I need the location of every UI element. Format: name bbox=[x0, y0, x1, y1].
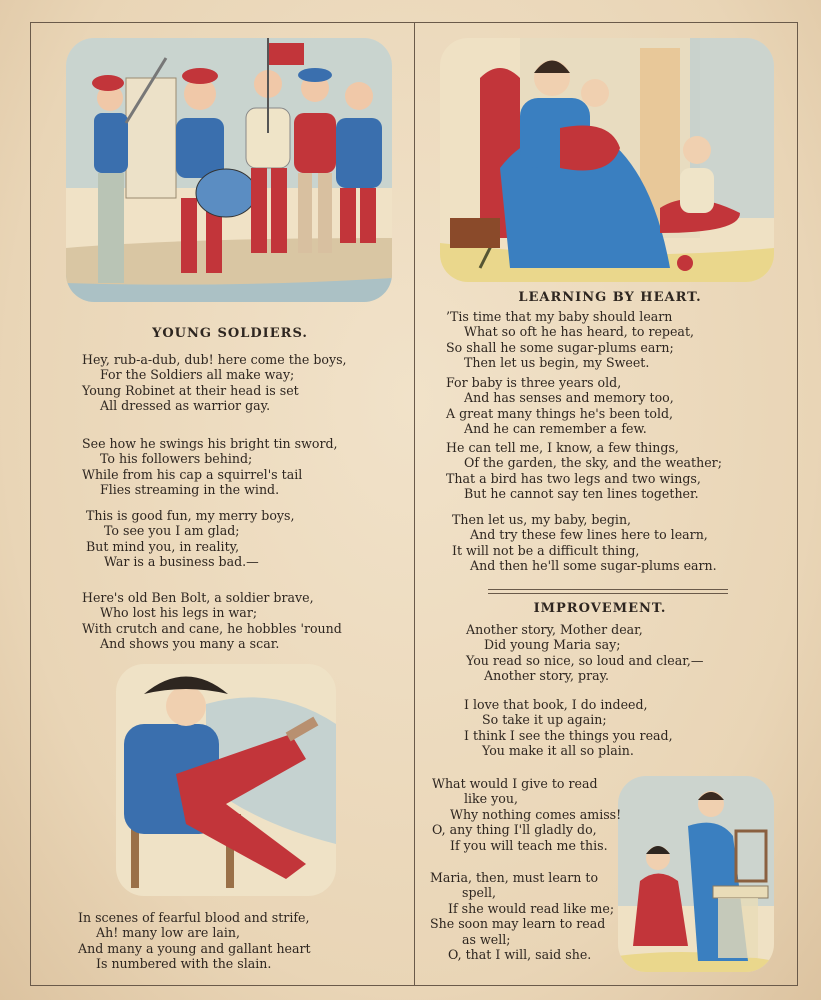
poem-line: Ah! many low are lain, bbox=[96, 925, 241, 941]
improvement-title: IMPROVEMENT. bbox=[533, 601, 667, 616]
right-stanza-4 bbox=[452, 512, 717, 574]
poem-line: Another story, pray. bbox=[484, 668, 610, 684]
left-stanza-4 bbox=[82, 590, 342, 652]
poem-line: For baby is three years old, bbox=[446, 375, 622, 390]
right-stanza-5 bbox=[466, 622, 703, 684]
poem-line: as well; bbox=[462, 931, 511, 947]
poem-line: Who lost his legs in war; bbox=[100, 605, 258, 621]
poem-line: Here's old Ben Bolt, a soldier brave, bbox=[82, 590, 314, 605]
poem-line: While from his cap a squirrel's tail bbox=[82, 466, 303, 482]
poem-line: Maria, then, must learn to bbox=[430, 870, 599, 885]
right-stanza-6 bbox=[464, 697, 673, 759]
poem-line: Young Robinet at their head is set bbox=[82, 382, 299, 398]
poem-line: And he can remember a few. bbox=[464, 421, 647, 437]
right-stanza-7 bbox=[432, 776, 621, 853]
poem-line: And shows you many a scar. bbox=[100, 636, 280, 652]
poem-line: And try these few lines here to learn, bbox=[470, 527, 708, 543]
poem-line: And has senses and memory too, bbox=[464, 390, 674, 406]
poem-line: Flies streaming in the wind. bbox=[100, 482, 280, 498]
poem-line: But mind you, in reality, bbox=[86, 538, 240, 554]
poem-line: spell, bbox=[462, 885, 497, 901]
left-stanza-2 bbox=[82, 436, 338, 498]
poem-line: Did young Maria say; bbox=[484, 637, 621, 653]
poem-line: This is good fun, my merry boys, bbox=[86, 508, 295, 523]
poem-line: But he cannot say ten lines together. bbox=[464, 486, 699, 502]
poem-line: For the Soldiers all make way; bbox=[100, 367, 295, 383]
poem-line: It will not be a difficult thing, bbox=[452, 542, 640, 558]
poem-line: Hey, rub-a-dub, dub! here come the boys, bbox=[82, 352, 347, 367]
poem-line: War is a business bad.— bbox=[104, 554, 259, 570]
poem-line: Then let us begin, my Sweet. bbox=[464, 355, 650, 371]
poem-line: And then he'll some sugar-plums earn. bbox=[470, 558, 717, 574]
poem-line: Of the garden, the sky, and the weather; bbox=[464, 455, 722, 471]
section-rule bbox=[488, 589, 728, 594]
poem-line: A great many things he's been told, bbox=[446, 405, 674, 421]
poem-line: Another story, Mother dear, bbox=[466, 622, 643, 637]
poem-line: With crutch and cane, he hobbles 'round bbox=[82, 620, 342, 636]
left-stanza-3 bbox=[86, 508, 295, 570]
poem-line: What would I give to read bbox=[432, 776, 598, 791]
learning-by-heart-title: LEARNING BY HEART. bbox=[518, 290, 702, 305]
right-stanza-3 bbox=[446, 440, 722, 502]
poem-line: Is numbered with the slain. bbox=[96, 956, 272, 972]
poem-line: like you, bbox=[464, 791, 518, 807]
mother-and-daughter-illustration bbox=[618, 776, 774, 972]
poem-line: I love that book, I do indeed, bbox=[464, 697, 648, 712]
poem-line: O, that I will, said she. bbox=[448, 947, 592, 963]
left-stanza-1 bbox=[82, 352, 347, 414]
poem-line: If she would read like me; bbox=[448, 900, 615, 916]
column-divider bbox=[414, 22, 415, 986]
left-stanza-5 bbox=[78, 910, 311, 972]
poem-line: You read so nice, so loud and clear,— bbox=[466, 652, 704, 668]
poem-line: In scenes of fearful blood and strife, bbox=[78, 910, 310, 925]
right-stanza-2 bbox=[446, 375, 674, 437]
poem-line: So take it up again; bbox=[482, 712, 607, 728]
young-soldiers-title: YOUNG SOLDIERS. bbox=[152, 326, 308, 341]
poem-line: He can tell me, I know, a few things, bbox=[446, 440, 679, 455]
right-stanza-8 bbox=[430, 870, 614, 962]
poem-line: To see you I am glad; bbox=[104, 523, 240, 539]
poem-line: You make it all so plain. bbox=[482, 743, 634, 759]
poem-line: All dressed as warrior gay. bbox=[100, 398, 271, 414]
poem-line: Then let us, my baby, begin, bbox=[452, 512, 632, 527]
mother-and-children-illustration bbox=[440, 38, 774, 282]
poem-line: I think I see the things you read, bbox=[464, 727, 673, 743]
poem-line: See how he swings his bright tin sword, bbox=[82, 436, 338, 451]
right-stanza-1 bbox=[446, 309, 694, 371]
poem-line: She soon may learn to read bbox=[430, 916, 606, 932]
poem-line: That a bird has two legs and two wings, bbox=[446, 470, 701, 486]
poem-line: O, any thing I'll gladly do, bbox=[432, 822, 597, 838]
poem-line: ’Tis time that my baby should learn bbox=[446, 309, 673, 324]
poem-line: If you will teach me this. bbox=[450, 837, 608, 853]
old-soldier-illustration bbox=[116, 664, 336, 896]
poem-line: So shall he some sugar-plums earn; bbox=[446, 339, 674, 355]
poem-line: And many a young and gallant heart bbox=[78, 940, 311, 956]
poem-line: To his followers behind; bbox=[100, 451, 253, 467]
poem-line: What so oft he has heard, to repeat, bbox=[464, 324, 695, 340]
young-soldiers-illustration bbox=[66, 38, 392, 302]
poem-line: Why nothing comes amiss! bbox=[450, 806, 622, 822]
